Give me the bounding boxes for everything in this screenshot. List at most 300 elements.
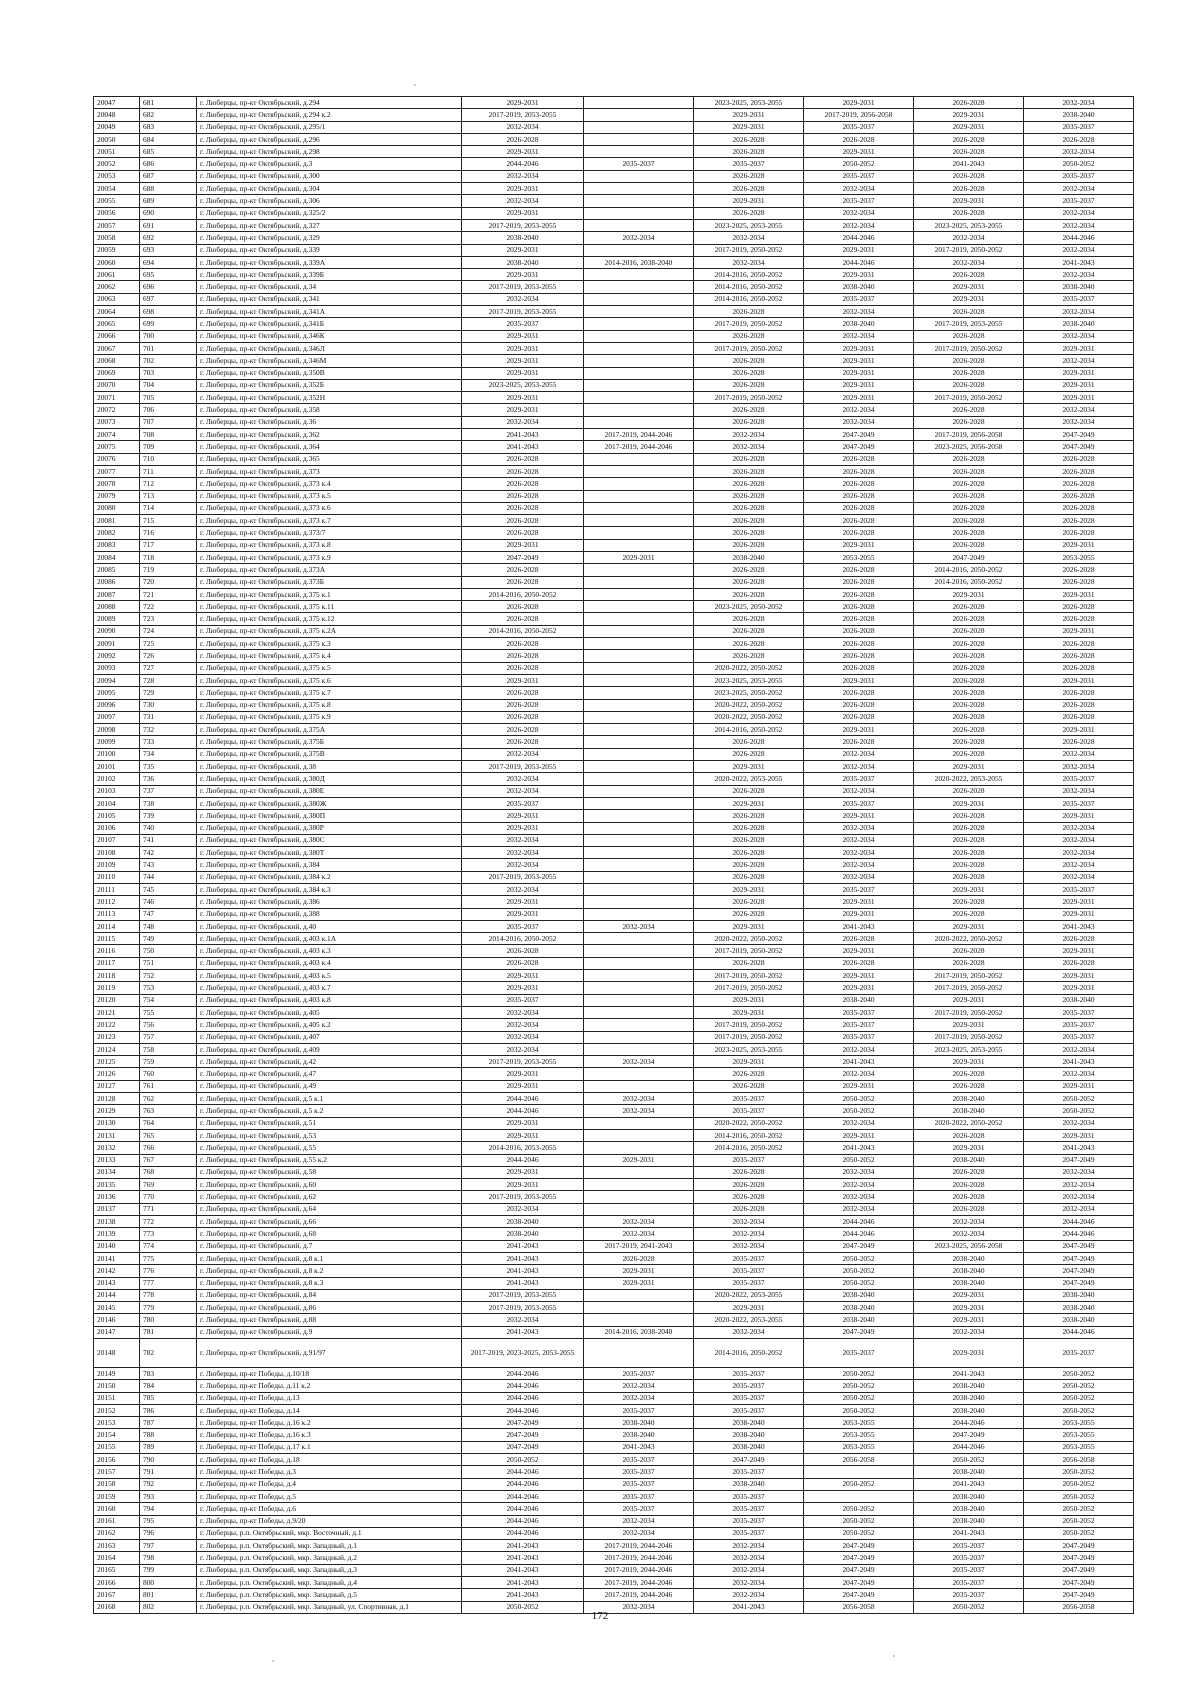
period-6-cell: 2053-2055 <box>1024 1441 1134 1453</box>
period-5-cell: 2026-2028 <box>914 957 1024 969</box>
period-3-cell: 2035-2037 <box>694 1105 804 1117</box>
row-number-cell: 697 <box>140 293 197 305</box>
period-4-cell: 2029-2031 <box>804 355 914 367</box>
period-1-cell: 2035-2037 <box>462 920 584 932</box>
table-row <box>94 1454 1134 1466</box>
row-id-cell: 20084 <box>94 551 140 563</box>
period-1-cell: 2032-2034 <box>462 847 584 859</box>
period-6-cell: 2032-2034 <box>1024 1191 1134 1203</box>
period-5-cell: 2026-2028 <box>914 699 1024 711</box>
table-row <box>94 429 1134 441</box>
period-2-cell <box>584 957 694 969</box>
row-id-cell: 20150 <box>94 1380 140 1392</box>
period-6-cell: 2047-2049 <box>1024 1252 1134 1264</box>
table-row <box>94 404 1134 416</box>
row-number-cell: 729 <box>140 687 197 699</box>
row-id-cell: 20063 <box>94 293 140 305</box>
period-3-cell: 2035-2037 <box>694 1367 804 1379</box>
period-2-cell <box>584 219 694 231</box>
period-5-cell: 2038-2040 <box>914 1252 1024 1264</box>
row-number-cell: 771 <box>140 1203 197 1215</box>
period-1-cell: 2026-2028 <box>462 133 584 145</box>
period-1-cell: 2050-2052 <box>462 1601 584 1613</box>
period-6-cell: 2029-2031 <box>1024 625 1134 637</box>
period-2-cell: 2035-2037 <box>584 1404 694 1416</box>
table-row <box>94 281 1134 293</box>
row-id-cell: 20135 <box>94 1179 140 1191</box>
period-3-cell: 2029-2031 <box>694 121 804 133</box>
period-6-cell: 2047-2049 <box>1024 1540 1134 1552</box>
row-address-cell: г. Люберцы, пр-кт Победы, д.16 к.3 <box>197 1429 462 1441</box>
period-6-cell: 2029-2031 <box>1024 945 1134 957</box>
period-2-cell: 2017-2019, 2044-2046 <box>584 1577 694 1589</box>
period-1-cell: 2017-2019, 2053-2055 <box>462 306 584 318</box>
period-2-cell <box>584 281 694 293</box>
table-row <box>94 822 1134 834</box>
row-number-cell: 736 <box>140 773 197 785</box>
row-id-cell: 20166 <box>94 1577 140 1589</box>
period-2-cell: 2035-2037 <box>584 1503 694 1515</box>
period-1-cell: 2029-2031 <box>462 970 584 982</box>
period-3-cell: 2026-2028 <box>694 367 804 379</box>
period-5-cell: 2038-2040 <box>914 1154 1024 1166</box>
row-number-cell: 749 <box>140 933 197 945</box>
period-6-cell: 2041-2043 <box>1024 1056 1134 1068</box>
period-2-cell <box>584 588 694 600</box>
period-2-cell <box>584 342 694 354</box>
period-5-cell: 2026-2028 <box>914 736 1024 748</box>
period-6-cell: 2032-2034 <box>1024 306 1134 318</box>
period-4-cell: 2047-2049 <box>804 1326 914 1338</box>
row-number-cell: 704 <box>140 379 197 391</box>
period-2-cell <box>584 933 694 945</box>
table-row <box>94 884 1134 896</box>
period-2-cell <box>584 367 694 379</box>
period-2-cell <box>584 146 694 158</box>
period-4-cell: 2041-2043 <box>804 1056 914 1068</box>
period-4-cell: 2029-2031 <box>804 896 914 908</box>
row-number-cell: 781 <box>140 1326 197 1338</box>
period-5-cell: 2029-2031 <box>914 884 1024 896</box>
table-row <box>94 1289 1134 1301</box>
row-number-cell: 712 <box>140 478 197 490</box>
period-6-cell: 2029-2031 <box>1024 810 1134 822</box>
period-6-cell: 2035-2037 <box>1024 1006 1134 1018</box>
table-row <box>94 970 1134 982</box>
period-1-cell: 2029-2031 <box>462 1129 584 1141</box>
row-address-cell: г. Люберцы, пр-кт Октябрьский, д.341А <box>197 306 462 318</box>
period-3-cell: 2023-2025, 2050-2052 <box>694 601 804 613</box>
period-5-cell: 2029-2031 <box>914 195 1024 207</box>
table-row <box>94 1441 1134 1453</box>
row-id-cell: 20056 <box>94 207 140 219</box>
table-row <box>94 896 1134 908</box>
row-address-cell: г. Люберцы, пр-кт Октябрьский, д.373А <box>197 564 462 576</box>
period-2-cell <box>584 1080 694 1092</box>
period-5-cell: 2038-2040 <box>914 1265 1024 1277</box>
row-id-cell: 20061 <box>94 269 140 281</box>
row-number-cell: 710 <box>140 453 197 465</box>
row-number-cell: 757 <box>140 1031 197 1043</box>
period-4-cell: 2029-2031 <box>804 379 914 391</box>
row-id-cell: 20053 <box>94 170 140 182</box>
table-row <box>94 256 1134 268</box>
period-1-cell: 2026-2028 <box>462 564 584 576</box>
row-id-cell: 20132 <box>94 1142 140 1154</box>
table-row <box>94 1302 1134 1314</box>
period-3-cell: 2017-2019, 2050-2052 <box>694 342 804 354</box>
table-row <box>94 859 1134 871</box>
period-6-cell: 2032-2034 <box>1024 847 1134 859</box>
row-address-cell: г. Люберцы, пр-кт Октябрьский, д.5 к.2 <box>197 1105 462 1117</box>
table-row <box>94 1191 1134 1203</box>
table-row <box>94 761 1134 773</box>
row-address-cell: г. Люберцы, пр-кт Октябрьский, д.375 к.11 <box>197 601 462 613</box>
period-5-cell: 2038-2040 <box>914 1392 1024 1404</box>
period-1-cell: 2029-2031 <box>462 1117 584 1129</box>
period-4-cell: 2032-2034 <box>804 1043 914 1055</box>
period-5-cell: 2029-2031 <box>914 109 1024 121</box>
period-5-cell: 2029-2031 <box>914 994 1024 1006</box>
period-4-cell: 2038-2040 <box>804 1302 914 1314</box>
period-6-cell: 2050-2052 <box>1024 1105 1134 1117</box>
row-number-cell: 707 <box>140 416 197 428</box>
period-4-cell: 2047-2049 <box>804 1564 914 1576</box>
period-4-cell: 2017-2019, 2056-2058 <box>804 109 914 121</box>
table-row <box>94 490 1134 502</box>
row-address-cell: г. Люберцы, пр-кт Октябрьский, д.380Д <box>197 773 462 785</box>
period-5-cell: 2038-2040 <box>914 1503 1024 1515</box>
period-4-cell: 2047-2049 <box>804 1540 914 1552</box>
row-address-cell: г. Люберцы, р.п. Октябрьский, мкр. Западный, д.4 <box>197 1577 462 1589</box>
period-6-cell: 2029-2031 <box>1024 1129 1134 1141</box>
row-id-cell: 20093 <box>94 662 140 674</box>
period-3-cell: 2026-2028 <box>694 1068 804 1080</box>
period-6-cell: 2038-2040 <box>1024 1289 1134 1301</box>
row-address-cell: г. Люберцы, пр-кт Октябрьский, д.5 к.1 <box>197 1093 462 1105</box>
row-address-cell: г. Люберцы, пр-кт Победы, д.14 <box>197 1404 462 1416</box>
period-2-cell: 2017-2019, 2044-2046 <box>584 1552 694 1564</box>
period-6-cell: 2032-2034 <box>1024 1203 1134 1215</box>
period-5-cell: 2026-2028 <box>914 601 1024 613</box>
row-id-cell: 20117 <box>94 957 140 969</box>
table-row <box>94 1166 1134 1178</box>
period-2-cell: 2035-2037 <box>584 1466 694 1478</box>
row-address-cell: г. Люберцы, пр-кт Октябрьский, д.58 <box>197 1166 462 1178</box>
period-6-cell: 2038-2040 <box>1024 1302 1134 1314</box>
table-row <box>94 1490 1134 1502</box>
period-6-cell: 2026-2028 <box>1024 564 1134 576</box>
period-6-cell: 2029-2031 <box>1024 908 1134 920</box>
row-address-cell: г. Люберцы, пр-кт Октябрьский, д.64 <box>197 1203 462 1215</box>
row-address-cell: г. Люберцы, пр-кт Октябрьский, д.358 <box>197 404 462 416</box>
period-5-cell: 2026-2028 <box>914 613 1024 625</box>
row-number-cell: 750 <box>140 945 197 957</box>
row-id-cell: 20133 <box>94 1154 140 1166</box>
period-1-cell: 2032-2034 <box>462 1031 584 1043</box>
period-5-cell: 2038-2040 <box>914 1490 1024 1502</box>
period-3-cell: 2035-2037 <box>694 1515 804 1527</box>
period-4-cell: 2026-2028 <box>804 699 914 711</box>
row-id-cell: 20078 <box>94 478 140 490</box>
period-2-cell <box>584 244 694 256</box>
row-number-cell: 698 <box>140 306 197 318</box>
row-id-cell: 20069 <box>94 367 140 379</box>
table-row <box>94 1216 1134 1228</box>
period-1-cell: 2032-2034 <box>462 121 584 133</box>
row-id-cell: 20099 <box>94 736 140 748</box>
period-1-cell: 2029-2031 <box>462 1068 584 1080</box>
row-address-cell: г. Люберцы, пр-кт Октябрьский, д.380Е <box>197 785 462 797</box>
period-5-cell: 2035-2037 <box>914 1552 1024 1564</box>
row-id-cell: 20079 <box>94 490 140 502</box>
row-number-cell: 733 <box>140 736 197 748</box>
period-3-cell: 2029-2031 <box>694 195 804 207</box>
row-address-cell: г. Люберцы, пр-кт Октябрьский, д.294 <box>197 97 462 109</box>
row-id-cell: 20064 <box>94 306 140 318</box>
period-6-cell: 2026-2028 <box>1024 515 1134 527</box>
period-5-cell: 2038-2040 <box>914 1277 1024 1289</box>
period-3-cell: 2017-2019, 2050-2052 <box>694 1031 804 1043</box>
row-id-cell: 20116 <box>94 945 140 957</box>
period-1-cell: 2041-2043 <box>462 429 584 441</box>
period-6-cell: 2050-2052 <box>1024 1490 1134 1502</box>
period-4-cell: 2026-2028 <box>804 687 914 699</box>
row-id-cell: 20165 <box>94 1564 140 1576</box>
period-6-cell: 2032-2034 <box>1024 761 1134 773</box>
row-number-cell: 788 <box>140 1429 197 1441</box>
period-2-cell <box>584 761 694 773</box>
row-number-cell: 768 <box>140 1166 197 1178</box>
period-4-cell: 2035-2037 <box>804 293 914 305</box>
table-row <box>94 1043 1134 1055</box>
row-id-cell: 20147 <box>94 1326 140 1338</box>
row-number-cell: 795 <box>140 1515 197 1527</box>
row-number-cell: 716 <box>140 527 197 539</box>
period-4-cell: 2029-2031 <box>804 1080 914 1092</box>
period-6-cell: 2050-2052 <box>1024 1380 1134 1392</box>
row-address-cell: г. Люберцы, р.п. Октябрьский, мкр. Западный, д.3 <box>197 1564 462 1576</box>
row-number-cell: 725 <box>140 638 197 650</box>
period-4-cell: 2056-2058 <box>804 1601 914 1613</box>
row-address-cell: г. Люберцы, пр-кт Октябрьский, д.298 <box>197 146 462 158</box>
row-address-cell: г. Люберцы, пр-кт Октябрьский, д.339 <box>197 244 462 256</box>
period-1-cell: 2026-2028 <box>462 576 584 588</box>
period-6-cell: 2047-2049 <box>1024 1577 1134 1589</box>
row-address-cell: г. Люберцы, пр-кт Октябрьский, д.51 <box>197 1117 462 1129</box>
period-1-cell: 2032-2034 <box>462 1043 584 1055</box>
row-address-cell: г. Люберцы, пр-кт Победы, д.13 <box>197 1392 462 1404</box>
period-5-cell: 2026-2028 <box>914 207 1024 219</box>
period-4-cell: 2035-2037 <box>804 1031 914 1043</box>
period-4-cell: 2026-2028 <box>804 478 914 490</box>
period-3-cell: 2014-2016, 2050-2052 <box>694 269 804 281</box>
row-address-cell: г. Люберцы, пр-кт Октябрьский, д.8 к.1 <box>197 1252 462 1264</box>
row-id-cell: 20119 <box>94 982 140 994</box>
period-4-cell: 2026-2028 <box>804 527 914 539</box>
period-5-cell: 2026-2028 <box>914 367 1024 379</box>
period-1-cell: 2029-2031 <box>462 183 584 195</box>
period-3-cell: 2026-2028 <box>694 625 804 637</box>
period-2-cell <box>584 884 694 896</box>
period-5-cell: 2026-2028 <box>914 822 1024 834</box>
period-5-cell: 2026-2028 <box>914 650 1024 662</box>
period-2-cell <box>584 515 694 527</box>
table-row <box>94 392 1134 404</box>
period-4-cell: 2026-2028 <box>804 957 914 969</box>
period-2-cell <box>584 994 694 1006</box>
period-5-cell: 2026-2028 <box>914 527 1024 539</box>
period-1-cell: 2041-2043 <box>462 1564 584 1576</box>
period-2-cell <box>584 392 694 404</box>
period-3-cell: 2020-2022, 2050-2052 <box>694 711 804 723</box>
period-2-cell <box>584 847 694 859</box>
period-2-cell <box>584 183 694 195</box>
period-6-cell: 2032-2034 <box>1024 1179 1134 1191</box>
table-row <box>94 773 1134 785</box>
period-3-cell: 2029-2031 <box>694 994 804 1006</box>
period-2-cell: 2035-2037 <box>584 1367 694 1379</box>
row-number-cell: 699 <box>140 318 197 330</box>
table-row <box>94 1179 1134 1191</box>
row-address-cell: г. Люберцы, пр-кт Октябрьский, д.296 <box>197 133 462 145</box>
row-address-cell: г. Люберцы, пр-кт Победы, д.11 к.2 <box>197 1380 462 1392</box>
row-number-cell: 766 <box>140 1142 197 1154</box>
period-3-cell: 2026-2028 <box>694 490 804 502</box>
period-4-cell: 2053-2055 <box>804 1417 914 1429</box>
period-3-cell: 2035-2037 <box>694 158 804 170</box>
period-6-cell: 2050-2052 <box>1024 1404 1134 1416</box>
period-2-cell <box>584 539 694 551</box>
row-number-cell: 786 <box>140 1404 197 1416</box>
period-1-cell: 2047-2049 <box>462 551 584 563</box>
period-2-cell <box>584 625 694 637</box>
row-id-cell: 20136 <box>94 1191 140 1203</box>
row-id-cell: 20076 <box>94 453 140 465</box>
table-row <box>94 1338 1134 1367</box>
row-id-cell: 20124 <box>94 1043 140 1055</box>
period-2-cell <box>584 908 694 920</box>
period-3-cell: 2035-2037 <box>694 1527 804 1539</box>
period-6-cell: 2029-2031 <box>1024 342 1134 354</box>
period-6-cell: 2026-2028 <box>1024 699 1134 711</box>
period-2-cell <box>584 1203 694 1215</box>
period-6-cell: 2032-2034 <box>1024 269 1134 281</box>
period-5-cell: 2026-2028 <box>914 1203 1024 1215</box>
period-3-cell: 2035-2037 <box>694 1380 804 1392</box>
row-address-cell: г. Люберцы, пр-кт Октябрьский, д.373Б <box>197 576 462 588</box>
row-address-cell: г. Люберцы, пр-кт Октябрьский, д.375 к.12 <box>197 613 462 625</box>
period-5-cell: 2029-2031 <box>914 761 1024 773</box>
period-3-cell: 2023-2025, 2053-2055 <box>694 674 804 686</box>
period-4-cell: 2032-2034 <box>804 822 914 834</box>
period-2-cell: 2017-2019, 2044-2046 <box>584 441 694 453</box>
period-5-cell: 2032-2034 <box>914 1228 1024 1240</box>
period-1-cell: 2029-2031 <box>462 1080 584 1092</box>
period-6-cell: 2035-2037 <box>1024 1019 1134 1031</box>
row-number-cell: 706 <box>140 404 197 416</box>
period-6-cell: 2032-2034 <box>1024 219 1134 231</box>
table-row <box>94 1031 1134 1043</box>
row-number-cell: 756 <box>140 1019 197 1031</box>
period-1-cell: 2029-2031 <box>462 244 584 256</box>
period-5-cell: 2044-2046 <box>914 1441 1024 1453</box>
period-1-cell: 2026-2028 <box>462 638 584 650</box>
period-1-cell: 2026-2028 <box>462 453 584 465</box>
table-row <box>94 564 1134 576</box>
period-6-cell: 2032-2034 <box>1024 1068 1134 1080</box>
period-2-cell <box>584 1068 694 1080</box>
row-address-cell: г. Люберцы, пр-кт Октябрьский, д.8 к.2 <box>197 1265 462 1277</box>
period-1-cell: 2014-2016, 2050-2052 <box>462 625 584 637</box>
period-4-cell: 2035-2037 <box>804 1006 914 1018</box>
row-number-cell: 715 <box>140 515 197 527</box>
period-2-cell <box>584 269 694 281</box>
period-1-cell: 2044-2046 <box>462 1490 584 1502</box>
table-row <box>94 1429 1134 1441</box>
period-6-cell: 2032-2034 <box>1024 97 1134 109</box>
period-4-cell: 2029-2031 <box>804 146 914 158</box>
period-3-cell: 2026-2028 <box>694 183 804 195</box>
row-id-cell: 20107 <box>94 834 140 846</box>
period-5-cell: 2050-2052 <box>914 1601 1024 1613</box>
period-3-cell: 2029-2031 <box>694 761 804 773</box>
row-id-cell: 20140 <box>94 1240 140 1252</box>
row-number-cell: 703 <box>140 367 197 379</box>
period-6-cell: 2026-2028 <box>1024 933 1134 945</box>
period-2-cell <box>584 797 694 809</box>
period-3-cell: 2029-2031 <box>694 797 804 809</box>
period-2-cell <box>584 1289 694 1301</box>
period-2-cell: 2029-2031 <box>584 1154 694 1166</box>
period-1-cell: 2029-2031 <box>462 97 584 109</box>
period-1-cell: 2029-2031 <box>462 392 584 404</box>
row-number-cell: 734 <box>140 748 197 760</box>
period-1-cell: 2029-2031 <box>462 810 584 822</box>
table-row <box>94 1265 1134 1277</box>
table-row <box>94 810 1134 822</box>
period-4-cell: 2032-2034 <box>804 404 914 416</box>
row-address-cell: г. Люберцы, пр-кт Октябрьский, д.375Б <box>197 736 462 748</box>
period-2-cell <box>584 416 694 428</box>
period-3-cell: 2026-2028 <box>694 1166 804 1178</box>
period-3-cell: 2026-2028 <box>694 379 804 391</box>
period-4-cell: 2032-2034 <box>804 785 914 797</box>
table-row <box>94 1154 1134 1166</box>
table-row <box>94 1019 1134 1031</box>
period-1-cell: 2017-2019, 2053-2055 <box>462 109 584 121</box>
period-5-cell: 2026-2028 <box>914 625 1024 637</box>
period-2-cell <box>584 195 694 207</box>
period-4-cell: 2026-2028 <box>804 564 914 576</box>
period-3-cell: 2035-2037 <box>694 1392 804 1404</box>
period-6-cell: 2032-2034 <box>1024 1043 1134 1055</box>
table-row <box>94 121 1134 133</box>
table-row <box>94 269 1134 281</box>
period-3-cell: 2020-2022, 2053-2055 <box>694 1314 804 1326</box>
row-number-cell: 754 <box>140 994 197 1006</box>
period-3-cell: 2032-2034 <box>694 1577 804 1589</box>
period-1-cell: 2029-2031 <box>462 367 584 379</box>
period-6-cell: 2050-2052 <box>1024 1503 1134 1515</box>
period-3-cell: 2014-2016, 2050-2052 <box>694 281 804 293</box>
row-id-cell: 20049 <box>94 121 140 133</box>
period-2-cell <box>584 638 694 650</box>
period-3-cell: 2038-2040 <box>694 1441 804 1453</box>
row-id-cell: 20144 <box>94 1289 140 1301</box>
period-1-cell: 2032-2034 <box>462 170 584 182</box>
period-4-cell: 2047-2049 <box>804 1589 914 1601</box>
